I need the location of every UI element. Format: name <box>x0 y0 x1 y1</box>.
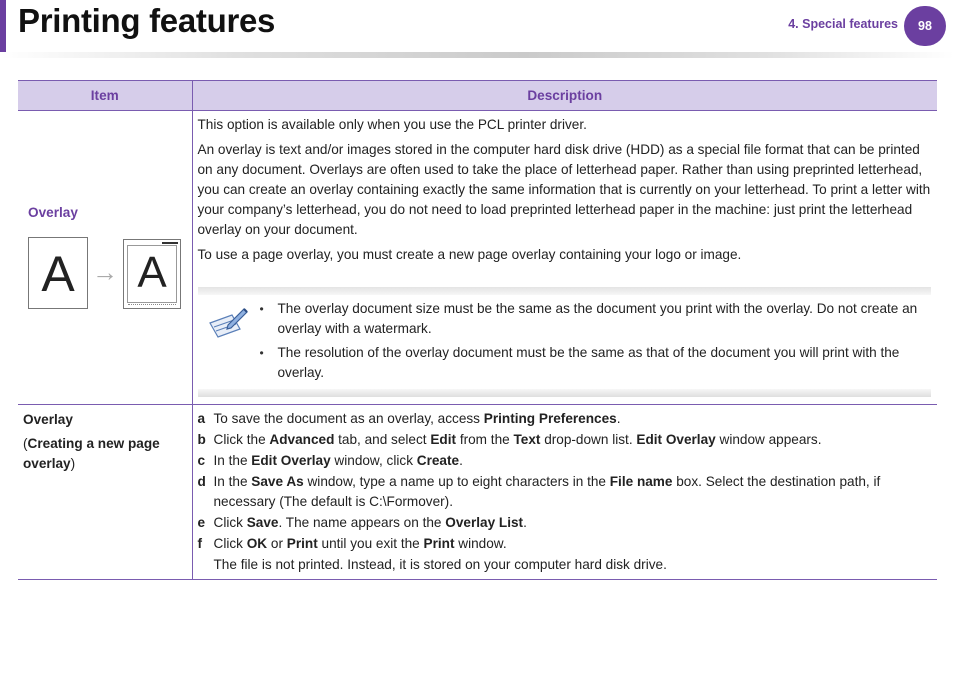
step-item: b Click the Advanced tab, and select Edit from the Text drop-down list. Edit Overlay window appears. <box>197 432 822 447</box>
item-sublabel: (Creating a new page overlay) <box>23 436 160 471</box>
note-item: • The overlay document size must be the same as the document you print with the overlay. Do not create an overlay with a watermark. <box>260 299 927 339</box>
item-cell <box>18 111 192 405</box>
overlay-illustration <box>28 237 183 311</box>
description-cell <box>192 405 937 580</box>
step-item: c In the Edit Overlay window, click Create. <box>197 453 463 468</box>
column-header-item: Item <box>18 81 192 111</box>
step-item: e Click Save. The name appears on the Overlay List. <box>197 515 527 530</box>
steps-list <box>198 409 933 575</box>
description-cell <box>192 111 937 405</box>
title-accent-bar <box>0 0 6 52</box>
plain-document-A-icon: A <box>28 237 88 309</box>
page-title: Printing features <box>18 2 276 39</box>
section-label: 4. Special features <box>788 17 898 31</box>
overlay-document-A-icon: A <box>123 239 181 309</box>
page-number-badge: 98 <box>904 6 946 46</box>
note-box <box>198 287 931 397</box>
item-label-overlay: Overlay <box>23 412 73 427</box>
header-divider <box>0 52 954 58</box>
features-table <box>18 80 937 580</box>
table-header-row <box>18 81 937 111</box>
description-paragraph: To use a page overlay, you must create a new page overlay containing your logo or image. <box>197 247 742 262</box>
pencil-note-icon <box>208 305 248 341</box>
description-paragraph: An overlay is text and/or images stored in the computer hard disk drive (HDD) as a special file format that can be printed on any document. Overlays are often used to take the place of letterhead paper. Rather than using preprinted letterhead, you can create an overlay containing exactly the same information that is currently on your letterhead. To print a letter with your company’s letterhead, you do not need to load preprinted letterhead paper in the machine: just print the letterhead overlay on your document. <box>197 142 931 237</box>
step-item: d In the Save As window, type a name up to eight characters in the File name box. Select the destination path, if necessary (The default is C:\Formover). <box>197 474 881 509</box>
step-item: a To save the document as an overlay, access Printing Preferences. <box>197 411 621 426</box>
table-row <box>18 111 937 405</box>
description-paragraph: This option is available only when you use the PCL printer driver. <box>197 117 587 132</box>
step-item: f Click OK or Print until you exit the Print window. <box>197 536 507 551</box>
arrow-right-icon: → <box>92 257 118 287</box>
item-label-overlay: Overlay <box>28 205 78 220</box>
note-item: • The resolution of the overlay document must be the same as that of the document you will print with the overlay. <box>260 343 927 383</box>
step-closing-note: The file is not printed. Instead, it is stored on your computer hard disk drive. <box>213 557 667 572</box>
note-list <box>260 299 927 387</box>
item-cell <box>18 405 192 580</box>
column-header-description: Description <box>192 81 937 111</box>
table-row <box>18 405 937 580</box>
